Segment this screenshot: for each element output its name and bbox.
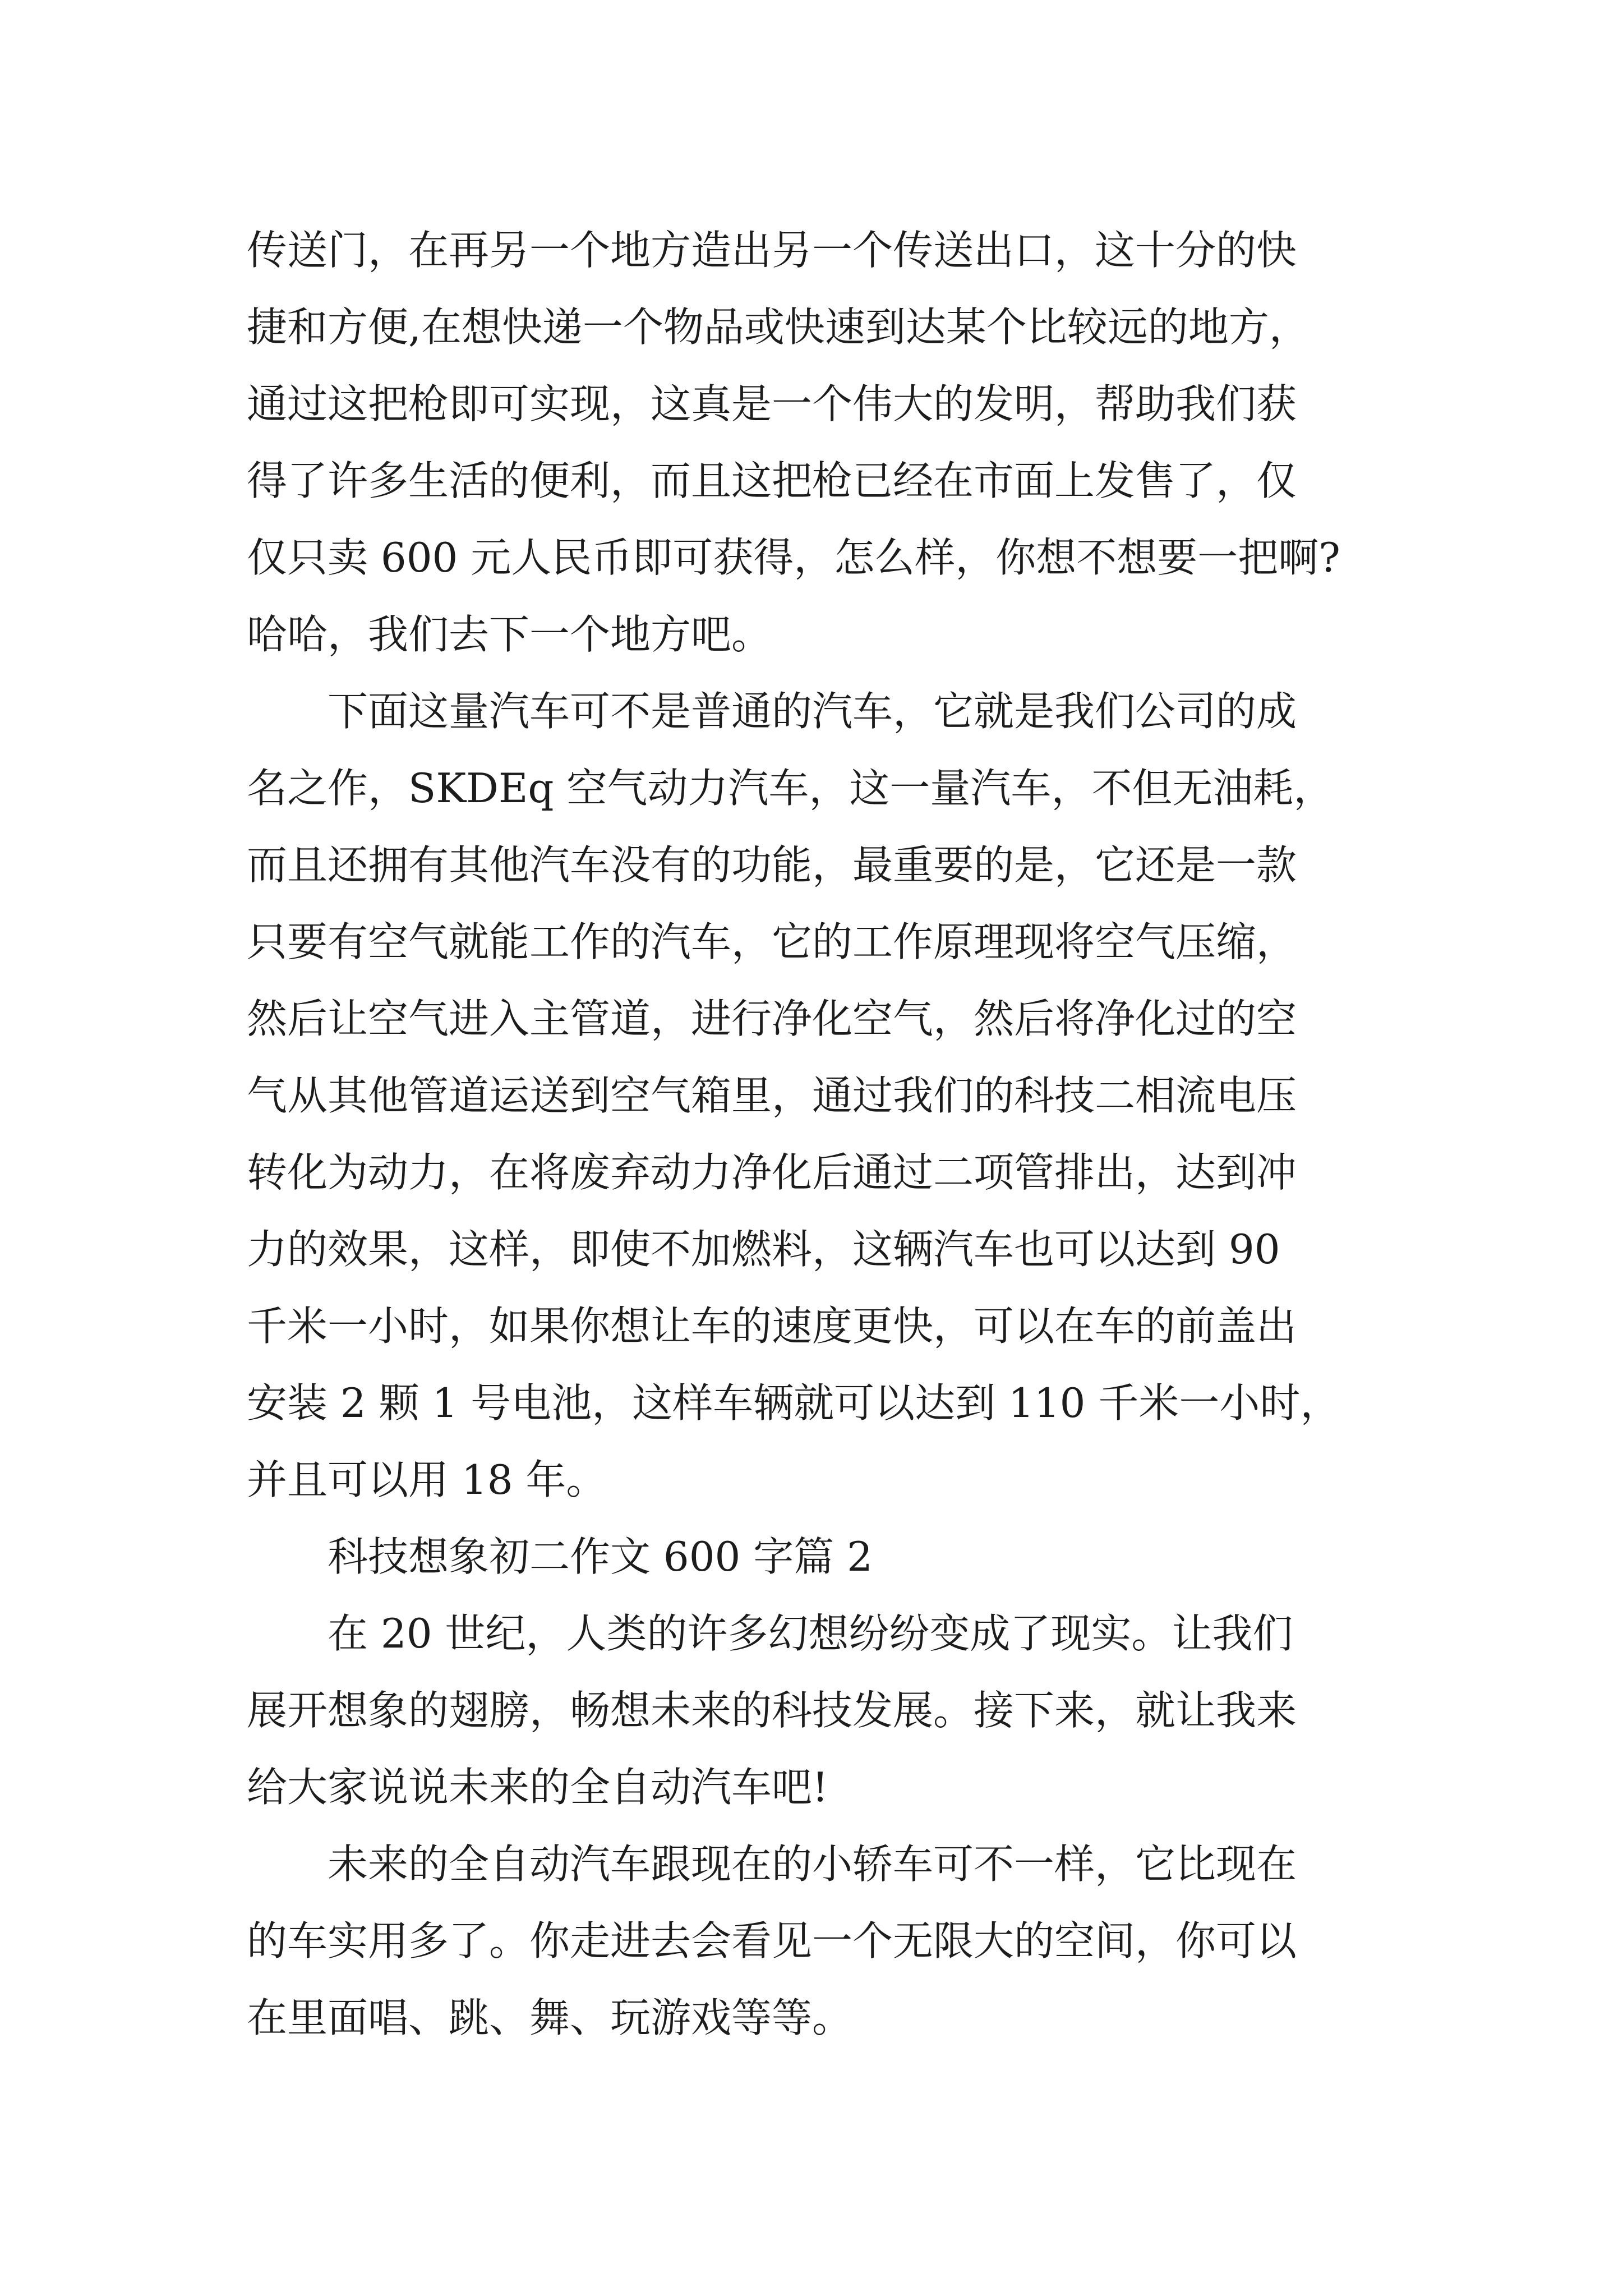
text-line: 下面这量汽车可不是普通的汽车，它就是我们公司的成: [247, 688, 1297, 735]
text-line: 得了许多生活的便利，而且这把枪已经在市面上发售了，仅: [247, 457, 1297, 504]
text-line: 仅只卖 600 元人民币即可获得，怎么样，你想不想要一把啊?: [247, 534, 1340, 581]
text-line: 未来的全自动汽车跟现在的小轿车可不一样，它比现在: [247, 1841, 1297, 1888]
text-line: 力的效果，这样，即使不加燃料，这辆汽车也可以达到 90: [247, 1226, 1280, 1273]
text-line: 然后让空气进入主管道，进行净化空气，然后将净化过的空: [247, 995, 1297, 1042]
text-line: 哈哈，我们去下一个地方吧。: [247, 611, 772, 658]
text-line: 展开想象的翅膀，畅想未来的科技发展。接下来，就让我来: [247, 1687, 1297, 1734]
text-line: 通过这把枪即可实现，这真是一个伟大的发明，帮助我们获: [247, 380, 1297, 427]
text-line: 而且还拥有其他汽车没有的功能，最重要的是，它还是一款: [247, 841, 1297, 889]
text-line: 安装 2 颗 1 号电池，这样车辆就可以达到 110 千米一小时，: [247, 1379, 1341, 1427]
text-line: 气从其他管道运送到空气箱里，通过我们的科技二相流电压: [247, 1072, 1297, 1119]
text-line: 捷和方便,在想快递一个物品或快速到达某个比较远的地方，: [247, 303, 1310, 351]
text-line: 在 20 世纪，人类的许多幻想纷纷变成了现实。让我们: [247, 1610, 1293, 1657]
text-line: 千米一小时，如果你想让车的速度更快，可以在车的前盖出: [247, 1303, 1297, 1350]
text-line: 给大家说说未来的全自动汽车吧!: [247, 1764, 828, 1811]
text-line: 名之作，SKDEq 空气动力汽车，这一量汽车，不但无油耗，: [247, 765, 1334, 812]
section-heading: 科技想象初二作文 600 字篇 2: [247, 1533, 873, 1580]
text-line: 并且可以用 18 年。: [247, 1456, 607, 1503]
text-line: 只要有空气就能工作的汽车，它的工作原理现将空气压缩，: [247, 918, 1297, 965]
text-line: 在里面唱、跳、舞、玩游戏等等。: [247, 1994, 853, 2041]
document-body: [247, 212, 1447, 2056]
text-line: 转化为动力，在将废弃动力净化后通过二项管排出，达到冲: [247, 1149, 1297, 1196]
text-line: 的车实用多了。你走进去会看见一个无限大的空间，你可以: [247, 1917, 1297, 1964]
text-line: 传送门，在再另一个地方造出另一个传送出口，这十分的快: [247, 227, 1297, 274]
